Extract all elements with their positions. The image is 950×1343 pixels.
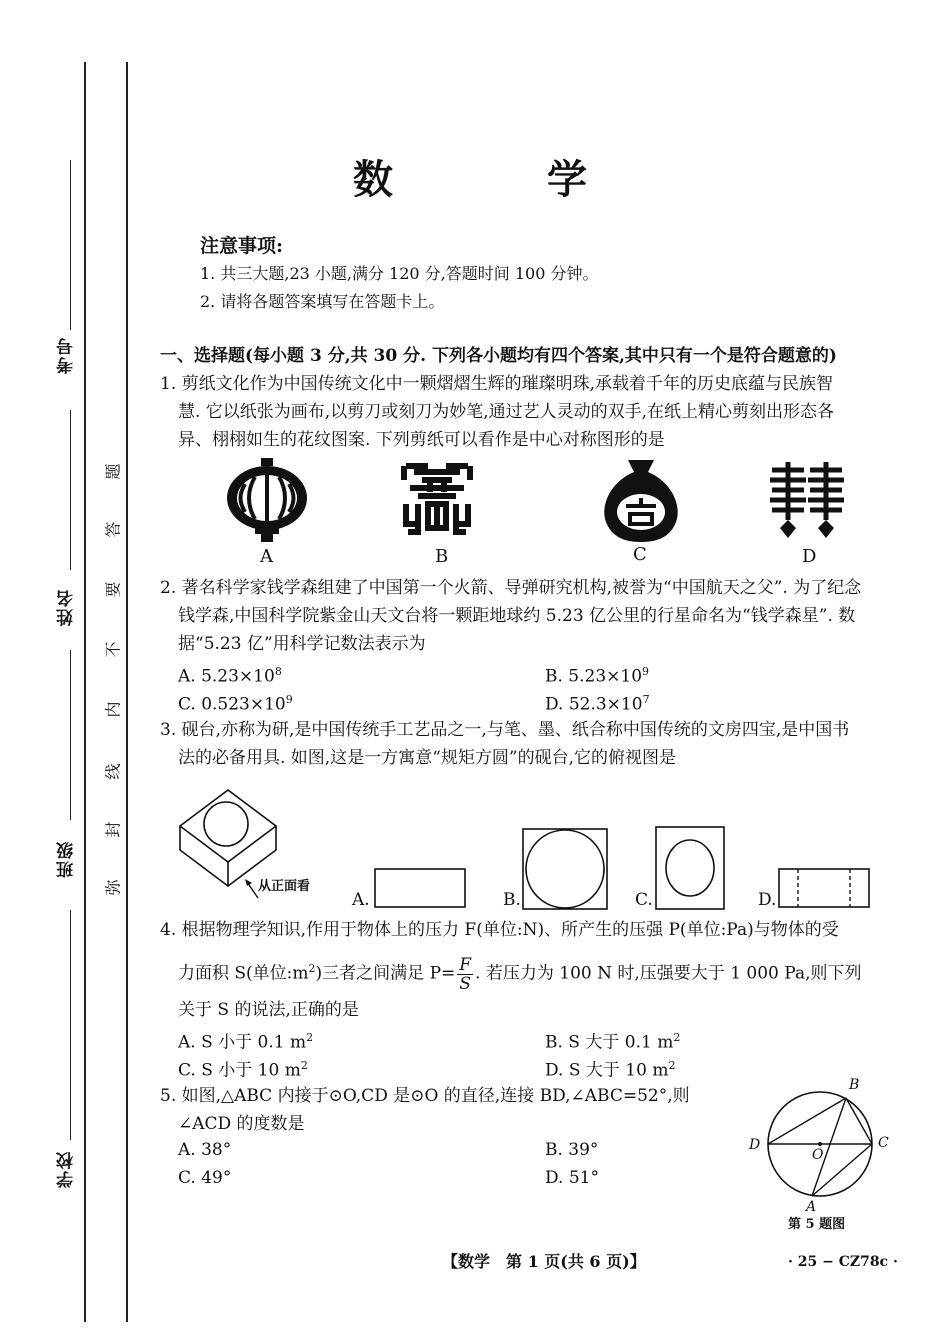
question-text: 慧. 它以纸张为画布,以剪刀或刻刀为妙笔,通过艺人灵动的双手,在纸上精心剪刻出形态各	[178, 402, 835, 422]
option-label: B.	[503, 890, 521, 910]
option-c: C. $0.523\times 10^9$	[178, 693, 293, 715]
question-text: 关于 S 的说法,正确的是	[178, 1000, 359, 1020]
option-label: B	[435, 546, 449, 567]
option-label: C	[633, 544, 647, 565]
question-text: 钱学森,中国科学院紫金山天文台将一颗距地球约 5.23 亿公里的行星命名为“钱学森星”. 数	[178, 606, 856, 626]
option-label: D	[802, 546, 817, 567]
pattern-papercut	[768, 462, 846, 540]
seal-char: 内	[103, 701, 123, 718]
lantern-papercut	[225, 458, 309, 542]
question-text: 2. 著名科学家钱学森组建了中国第一个火箭、导弹研究机构,被誉为“中国航天之父”. 为了纪念	[160, 578, 862, 598]
seal-char: 答	[103, 521, 123, 538]
question-text: 异、栩栩如生的花纹图案. 下列剪纸可以看作是中心对称图形的是	[178, 430, 665, 450]
seal-char: 线	[103, 763, 123, 780]
exam-number-label: 考号	[57, 336, 77, 374]
question-text: ∠ACD 的度数是	[178, 1114, 305, 1134]
money-bag-papercut	[600, 458, 682, 542]
seal-char: 要	[103, 581, 123, 598]
option-a: A. 38°	[178, 1140, 232, 1160]
exam-number-rule-lower	[70, 410, 71, 570]
pressure-fraction: $\frac{F}{S}$	[459, 954, 472, 994]
seal-char: 封	[103, 821, 123, 838]
option-a: A. $5.23\times 10^8$	[178, 665, 282, 687]
notice-item: 2. 请将各题答案填写在答题卡上。	[200, 292, 445, 311]
question-text: 1. 剪纸文化作为中国传统文化中一颗熠熠生辉的璀璨明珠,承载着千年的历史底蕴与民族智	[160, 374, 834, 394]
figure-caption: 第 5 题图	[788, 1217, 846, 1232]
option-label: A	[260, 546, 273, 567]
character-papercut	[400, 462, 474, 534]
question-text: 4. 根据物理学知识,作用于物体上的压力 F(单位:N)、所产生的压强 P(单位:Pa)与物体的受	[160, 920, 839, 940]
binding-line-left	[84, 62, 86, 1322]
option-b: B. 39°	[545, 1140, 599, 1160]
point-label-o: O	[812, 1147, 824, 1163]
option-c: C. S 小于 10 $m^2$	[178, 1059, 308, 1081]
question-text-formula: 力面积 S(单位$:m^2$)三者之间满足 P= $\frac{F}{S}$ . 若压力为 100 N 时,压强要大于 1 000 Pa,则下列	[178, 954, 862, 994]
point-label-c: C	[878, 1135, 889, 1151]
name-label: 姓名	[57, 588, 77, 626]
option-d: D. $52.3\times 10^7$	[545, 693, 650, 715]
notice-item: 1. 共三大题,23 小题,满分 120 分,答题时间 100 分钟。	[200, 264, 599, 283]
front-view-label: 从正面看	[258, 879, 311, 894]
option-c: C. 49°	[178, 1168, 232, 1188]
point-label-d: D	[749, 1137, 761, 1153]
option-a: A. S 小于 0.1 $m^2$	[178, 1031, 314, 1053]
page-footer: 【数学 第 1 页(共 6 页)】	[442, 1252, 646, 1271]
seal-char: 题	[103, 463, 123, 480]
option-b: B. $5.23\times 10^9$	[545, 665, 650, 687]
page-title: 数 学	[353, 156, 657, 203]
class-rule	[70, 910, 71, 1140]
option-a-figure	[374, 868, 466, 908]
seal-char: 弥	[103, 879, 123, 896]
option-b-figure	[522, 828, 608, 910]
option-d: D. 51°	[545, 1168, 599, 1188]
option-c-figure	[655, 826, 725, 910]
notice-heading: 注意事项:	[200, 235, 284, 257]
paper-code: · 25 − CZ78c ·	[788, 1254, 898, 1270]
option-b: B. S 大于 0.1 $m^2$	[545, 1031, 681, 1053]
point-label-a: A	[806, 1199, 817, 1215]
school-label: 学校	[57, 1150, 77, 1188]
option-label: C.	[635, 890, 653, 910]
option-label: A.	[352, 890, 370, 910]
point-label-b: B	[849, 1077, 860, 1093]
seal-char: 不	[103, 641, 123, 658]
section-heading: 一、选择题(每小题 3 分,共 30 分. 下列各小题均有四个答案,其中只有一个是符合题意的)	[160, 346, 837, 366]
option-label: D.	[758, 890, 777, 910]
question-text: 3. 砚台,亦称为研,是中国传统手工艺品之一,与笔、墨、纸合称中国传统的文房四宝,是中国书	[160, 720, 850, 740]
question-text: 5. 如图,△ABC 内接于⊙O,CD 是⊙O 的直径,连接 BD,∠ABC=52°,则	[160, 1086, 690, 1106]
class-label: 班级	[57, 840, 77, 878]
binding-line-right	[126, 62, 128, 1322]
question-text: 据“5.23 亿”用科学记数法表示为	[178, 634, 426, 654]
option-d: D. S 大于 10 $m^2$	[545, 1059, 676, 1081]
name-rule	[70, 650, 71, 820]
option-d-figure	[778, 868, 870, 908]
question-text: 法的必备用具. 如图,这是一方寓意“规矩方圆”的砚台,它的俯视图是	[178, 748, 676, 768]
